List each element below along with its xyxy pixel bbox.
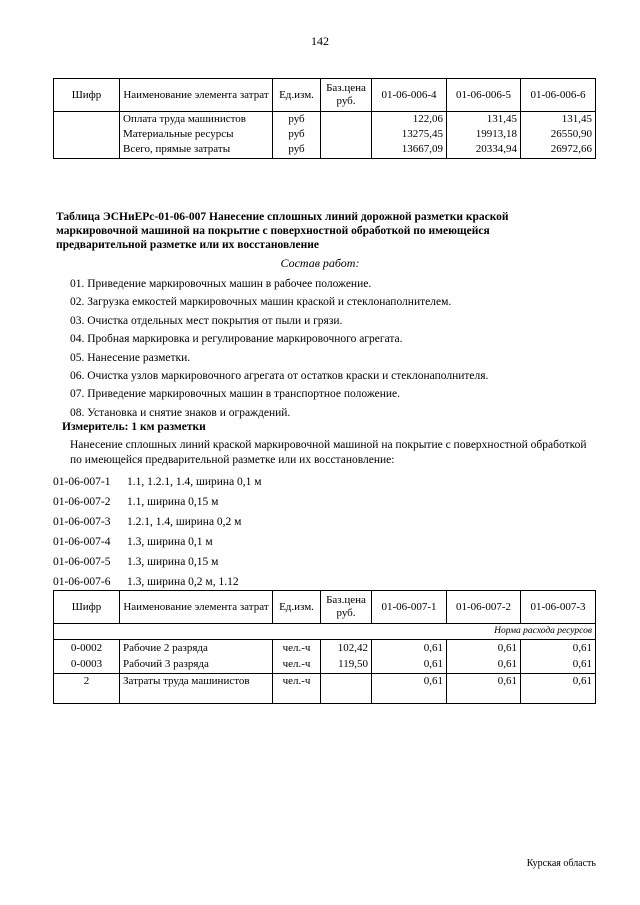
row-value: 13275,45 bbox=[372, 127, 447, 142]
list-item: 06. Очистка узлов маркировочного агрегата от остатков краски и стеклонаполнителя. bbox=[70, 369, 489, 382]
list-item: 08. Установка и снятие знаков и ограждений. bbox=[70, 406, 291, 419]
row-price bbox=[321, 142, 372, 158]
code-text: 1.3, ширина 0,2 м, 1.12 bbox=[127, 576, 239, 588]
row-value: 0,61 bbox=[372, 674, 447, 704]
list-item: 03. Очистка отдельных мест покрытия от пыли и грязи. bbox=[70, 314, 343, 327]
resource-table-007 bbox=[53, 590, 596, 704]
header-col2: 01-06-007-2 bbox=[447, 591, 521, 624]
table-row bbox=[54, 674, 596, 704]
header-col1: 01-06-006-4 bbox=[372, 79, 447, 112]
row-code bbox=[54, 112, 120, 128]
work-list bbox=[70, 275, 488, 422]
code-text: 1.1, ширина 0,15 м bbox=[127, 496, 219, 508]
row-unit: руб bbox=[273, 112, 321, 128]
row-price bbox=[321, 674, 372, 704]
row-value: 19913,18 bbox=[447, 127, 521, 142]
norm-row bbox=[54, 624, 596, 640]
header-col2: 01-06-006-5 bbox=[447, 79, 521, 112]
header-code: Шифр bbox=[54, 591, 120, 624]
code: 01-06-007-1 bbox=[53, 476, 111, 488]
header-name: Наименование элемента затрат bbox=[120, 79, 273, 112]
row-name: Материальные ресурсы bbox=[120, 127, 273, 142]
header-col3: 01-06-007-3 bbox=[521, 591, 596, 624]
list-item: 04. Пробная маркировка и регулирование маркировочного агрегата. bbox=[70, 333, 403, 346]
row-value: 13667,09 bbox=[372, 142, 447, 158]
list-item: 01. Приведение маркировочных машин в рабочее положение. bbox=[70, 278, 372, 290]
table-header-row bbox=[54, 79, 596, 112]
header-price: Баз.цена руб. bbox=[321, 591, 372, 624]
row-value: 131,45 bbox=[521, 112, 596, 128]
list-item: 02. Загрузка емкостей маркировочных машин краской и стеклонаполнителем. bbox=[70, 296, 452, 309]
list-item bbox=[53, 512, 262, 532]
cost-table-006 bbox=[53, 78, 596, 159]
row-name: Рабочий 3 разряда bbox=[120, 657, 273, 674]
header-col3: 01-06-006-6 bbox=[521, 79, 596, 112]
code-text: 1.3, ширина 0,15 м bbox=[127, 556, 219, 568]
row-code: 2 bbox=[54, 674, 120, 704]
table-row bbox=[54, 142, 596, 158]
row-name: Рабочие 2 разряда bbox=[120, 640, 273, 657]
row-value: 20334,94 bbox=[447, 142, 521, 158]
row-value: 0,61 bbox=[447, 657, 521, 674]
page-number: 142 bbox=[311, 34, 329, 48]
norm-label: Норма расхода ресурсов bbox=[54, 624, 596, 640]
row-value: 0,61 bbox=[521, 657, 596, 674]
row-unit: чел.-ч bbox=[273, 674, 321, 704]
description: Нанесение сплошных линий краской маркировочной машиной на покрытие с поверхностной обработкой по имеющейся предварительной разметке или их восстановление: bbox=[70, 439, 587, 466]
row-price: 119,50 bbox=[321, 657, 372, 674]
row-unit: чел.-ч bbox=[273, 657, 321, 674]
row-value: 0,61 bbox=[521, 674, 596, 704]
row-value: 122,06 bbox=[372, 112, 447, 128]
table-row bbox=[54, 657, 596, 674]
list-item: 07. Приведение маркировочных машин в транспортное положение. bbox=[70, 388, 401, 401]
code-list bbox=[53, 472, 262, 592]
list-item bbox=[53, 492, 262, 512]
row-code: 0-0003 bbox=[54, 657, 120, 674]
footer-region: Курская область bbox=[526, 858, 596, 869]
row-price bbox=[321, 127, 372, 142]
row-value: 0,61 bbox=[447, 640, 521, 657]
table-header-row bbox=[54, 591, 596, 624]
row-code bbox=[54, 127, 120, 142]
table-row bbox=[54, 112, 596, 128]
list-item bbox=[53, 472, 262, 492]
row-price bbox=[321, 112, 372, 128]
row-unit: чел.-ч bbox=[273, 640, 321, 657]
code: 01-06-007-5 bbox=[53, 556, 111, 568]
header-col1: 01-06-007-1 bbox=[372, 591, 447, 624]
code-text: 1.3, ширина 0,1 м bbox=[127, 536, 213, 548]
code: 01-06-007-3 bbox=[53, 516, 111, 528]
list-item bbox=[53, 572, 262, 592]
list-item bbox=[53, 532, 262, 552]
code: 01-06-007-4 bbox=[53, 536, 111, 548]
list-item: 05. Нанесение разметки. bbox=[70, 351, 191, 364]
code-text: 1.1, 1.2.1, 1.4, ширина 0,1 м bbox=[127, 476, 262, 488]
code: 01-06-007-6 bbox=[53, 576, 111, 588]
header-name: Наименование элемента затрат bbox=[120, 591, 273, 624]
header-unit: Ед.изм. bbox=[273, 79, 321, 112]
row-price: 102,42 bbox=[321, 640, 372, 657]
code-text: 1.2.1, 1.4, ширина 0,2 м bbox=[127, 516, 242, 528]
header-price: Баз.цена руб. bbox=[321, 79, 372, 112]
row-code: 0-0002 bbox=[54, 640, 120, 657]
row-value: 0,61 bbox=[372, 657, 447, 674]
row-code bbox=[54, 142, 120, 158]
row-name: Всего, прямые затраты bbox=[120, 142, 273, 158]
header-unit: Ед.изм. bbox=[273, 591, 321, 624]
code: 01-06-007-2 bbox=[53, 496, 111, 508]
row-value: 0,61 bbox=[447, 674, 521, 704]
section-title: Таблица ЭСНиЕРс-01-06-007 Нанесение сплошных линий дорожной разметки краской маркировочной машиной на покрытие с поверхностной обработкой по имеющейся предварительной разметке или их восстановление bbox=[56, 211, 509, 251]
row-name: Оплата труда машинистов bbox=[120, 112, 273, 128]
row-value: 26972,66 bbox=[521, 142, 596, 158]
row-value: 0,61 bbox=[372, 640, 447, 657]
list-item bbox=[53, 552, 262, 572]
meter-label: Измеритель: 1 км разметки bbox=[62, 421, 206, 433]
row-unit: руб bbox=[273, 142, 321, 158]
table-row bbox=[54, 127, 596, 142]
composition-title: Состав работ: bbox=[280, 256, 360, 270]
row-name: Затраты труда машинистов bbox=[120, 674, 273, 704]
table-row bbox=[54, 640, 596, 657]
row-value: 26550,90 bbox=[521, 127, 596, 142]
row-value: 131,45 bbox=[447, 112, 521, 128]
row-unit: руб bbox=[273, 127, 321, 142]
header-code: Шифр bbox=[54, 79, 120, 112]
row-value: 0,61 bbox=[521, 640, 596, 657]
